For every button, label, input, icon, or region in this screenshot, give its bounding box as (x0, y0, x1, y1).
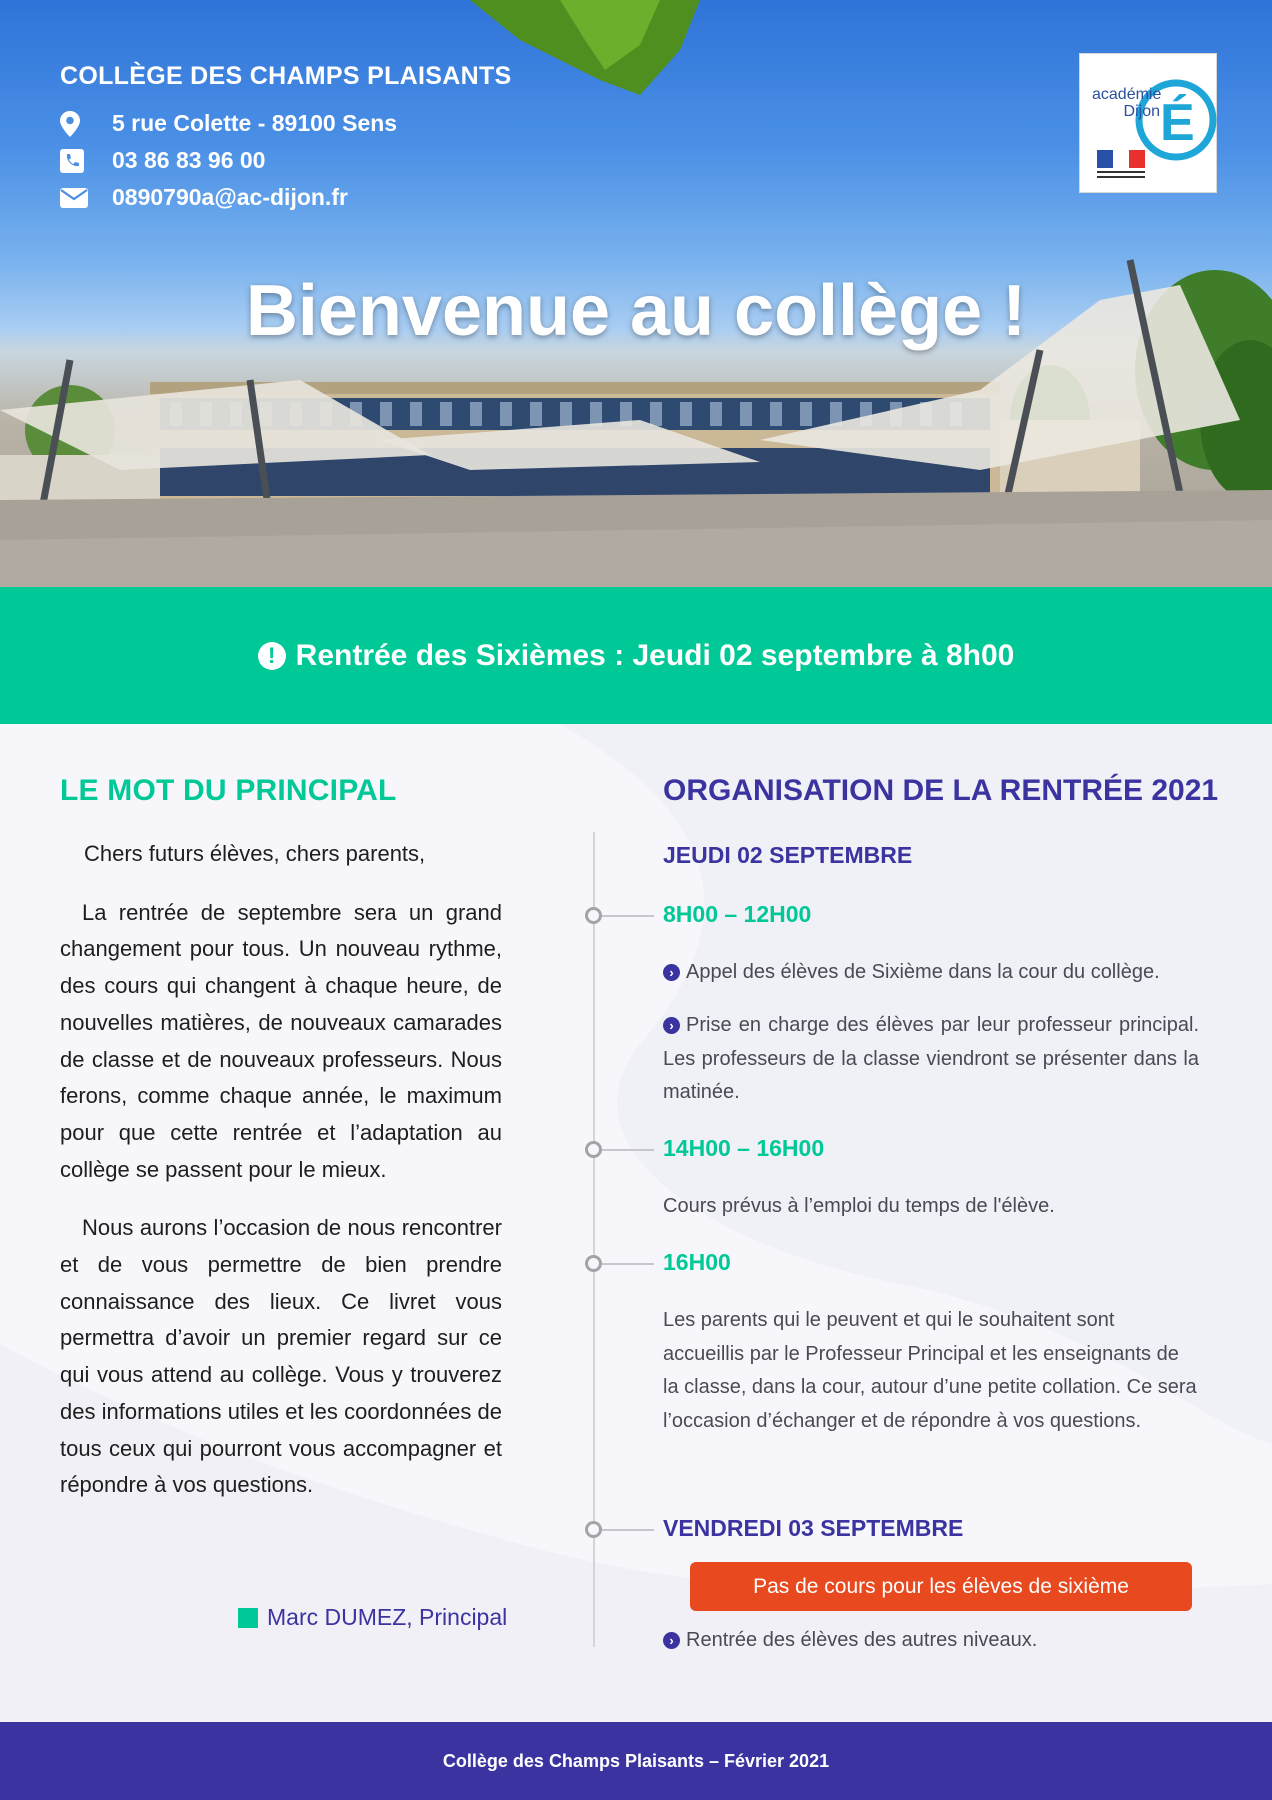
chevron-right-icon: › (663, 1632, 680, 1649)
timeline-dot (585, 1255, 602, 1272)
phone-icon (60, 149, 112, 173)
schedule-text: Les parents qui le peuvent et qui le souhaitent sont accueillis par le Professeur Principal et les enseignants de la classe, dans la cour, autour d’une petite collation. Ce sera l’occasion d’échanger et de répondre à vos questions. (663, 1309, 1197, 1432)
organisation-heading: ORGANISATION DE LA RENTRÉE 2021 (663, 774, 1219, 807)
email-link[interactable]: 0890790a@ac-dijon.fr (112, 184, 348, 210)
logo-wordmark: académie Dijon (1092, 86, 1162, 120)
timeline-dot (585, 907, 602, 924)
chevron-right-icon: › (663, 1017, 680, 1034)
page-footer (0, 1722, 1272, 1800)
banner-text: Rentrée des Sixièmes : Jeudi 02 septembre à 8h00 (295, 638, 1015, 672)
rentree-banner (0, 587, 1272, 724)
exclamation-icon: ! (258, 642, 286, 670)
day-heading-vendredi: VENDREDI 03 SEPTEMBRE (663, 1515, 964, 1541)
letter-salutation: Chers futurs élèves, chers parents, (84, 841, 426, 866)
school-name: COLLÈGE DES CHAMPS PLAISANTS (60, 62, 512, 90)
phone-text: 03 86 83 96 00 (112, 147, 266, 173)
logo-letter: É (1160, 94, 1195, 152)
address-text: 5 rue Colette - 89100 Sens (112, 110, 398, 136)
letter-paragraph: Nous aurons l’occasion de nous rencontrer et de vous permettre de bien prendre connaissance des lieux. Ce livret vous permettra d’avoir un premier regard sur ce qui vous attend au collège. Vous y trouverez des informations utiles et les coordonnées de tous ceux qui pourront vous accompagner et répondre à vos questions. (60, 1215, 502, 1498)
day-heading-jeudi: JEUDI 02 SEPTEMBRE (663, 842, 913, 868)
hero-header (0, 0, 1272, 587)
principal-signature (238, 1604, 507, 1631)
principal-letter (60, 836, 502, 1526)
signature-text: Marc DUMEZ, Principal (267, 1604, 508, 1630)
time-slot-afternoon: 14H00 – 16H00 (663, 1135, 825, 1161)
schedule-item: › Rentrée des élèves des autres niveaux. (663, 1624, 1199, 1658)
timeline-tick (602, 1149, 654, 1151)
timeline-tick (602, 915, 654, 917)
timeline-dot (585, 1141, 602, 1158)
main-content (0, 724, 1272, 1722)
map-pin-icon (60, 111, 112, 137)
envelope-icon (60, 188, 112, 208)
contact-block (60, 62, 512, 216)
timeline-dot (585, 1521, 602, 1538)
time-slot-evening: 16H00 (663, 1249, 731, 1275)
timeline-tick (602, 1529, 654, 1531)
footer-text: Collège des Champs Plaisants – Février 2021 (442, 1750, 830, 1771)
email-row (60, 179, 512, 216)
principal-heading: LE MOT DU PRINCIPAL (60, 774, 397, 807)
schedule-item: › Appel des élèves de Sixième dans la cour du collège. (663, 956, 1199, 990)
no-class-notice: Pas de cours pour les élèves de sixième (690, 1562, 1192, 1611)
welcome-title: Bienvenue au collège ! (245, 271, 1027, 351)
address-row (60, 105, 512, 142)
phone-row (60, 142, 512, 179)
schedule-item: › Prise en charge des élèves par leur professeur principal. Les professeurs de la classe viendront se présenter dans la matinée. (663, 1014, 1199, 1103)
signature-marker-icon (238, 1608, 258, 1628)
academie-dijon-logo (1079, 53, 1217, 193)
schedule-text: Cours prévus à l’emploi du temps de l'élève. (663, 1195, 1055, 1217)
letter-paragraph: La rentrée de septembre sera un grand changement pour tous. Un nouveau rythme, des cours qui changent à chaque heure, de nouvelles matières, de nouveaux camarades de classe et de nouveaux professeurs. Nous ferons, comme chaque année, le maximum pour que cette rentrée et l’adaptation au collège se passent pour le mieux. (60, 899, 502, 1182)
timeline-tick (602, 1263, 654, 1265)
time-slot-morning: 8H00 – 12H00 (663, 901, 812, 927)
chevron-right-icon: › (663, 964, 680, 981)
